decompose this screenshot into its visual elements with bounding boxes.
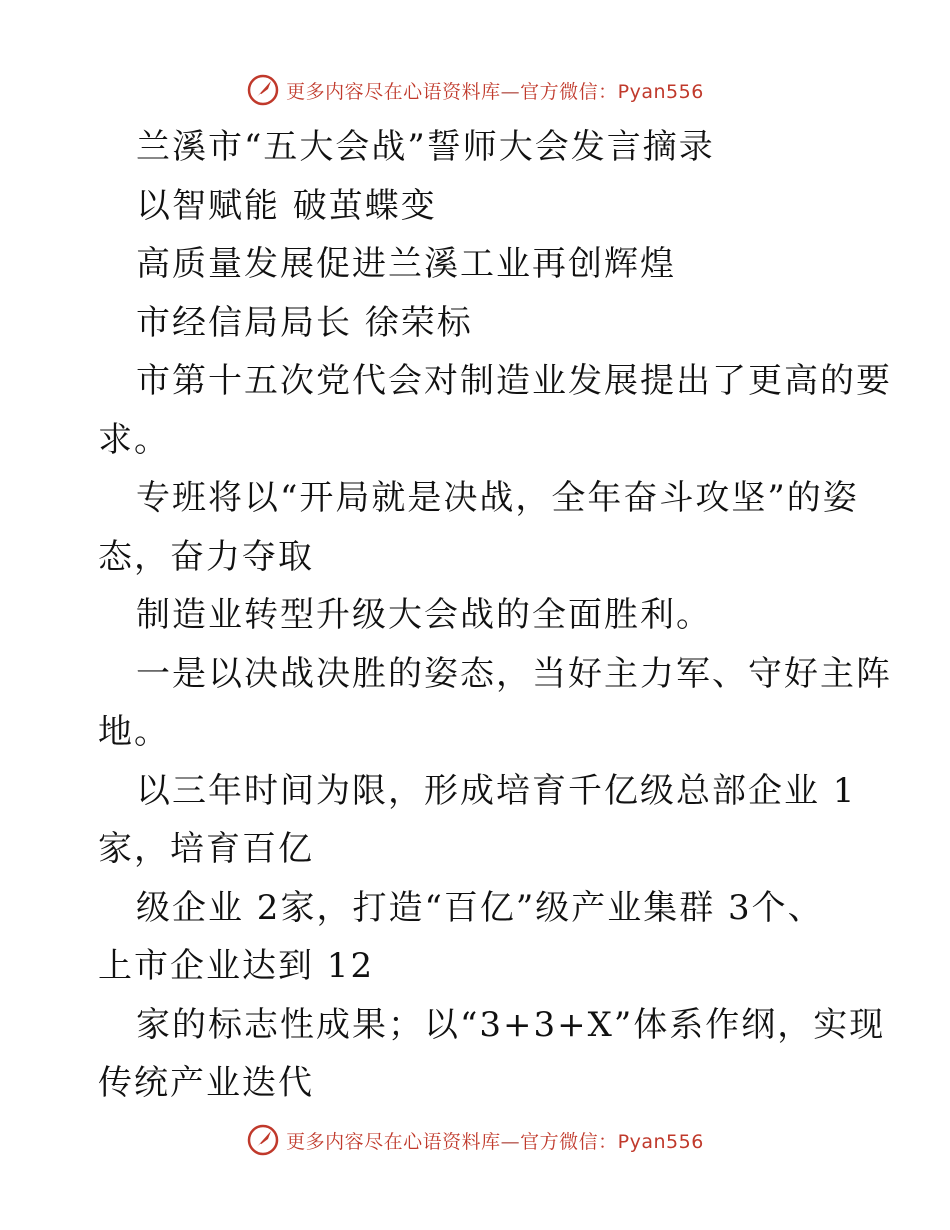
document-line: 家的标志性成果；以“3+3+X”体系作纲，实现 — [136, 1004, 886, 1045]
document-line: 级企业 2家，打造“百亿”级产业集群 3个、 — [136, 887, 824, 928]
banner-text-tail: 官方微信：Pyan556 — [520, 80, 704, 103]
banner-text — [286, 77, 704, 104]
document-line: 以三年时间为限，形成培育千亿级总部企业 1 — [136, 770, 857, 811]
banner-text-tail: 官方微信：Pyan556 — [520, 1130, 704, 1153]
header-banner — [0, 70, 950, 110]
document-line: 市经信局局长 徐荣标 — [136, 302, 473, 343]
banner-content — [246, 73, 704, 107]
banner-text-main: 更多内容尽在心语资料库 — [286, 80, 501, 103]
document-line: 上市企业达到 12 — [98, 946, 375, 986]
quill-logo-icon — [246, 73, 280, 107]
document-line: 以智赋能 破茧蝶变 — [136, 185, 437, 226]
banner-text-separator: — — [500, 1130, 521, 1153]
quill-logo-icon — [246, 1123, 280, 1157]
document-line: 传统产业迭代 — [98, 1063, 314, 1103]
document-line: 一是以决战决胜的姿态，当好主力军、守好主阵 — [136, 653, 892, 694]
footer-banner — [0, 1120, 950, 1160]
banner-text-separator: — — [500, 80, 521, 103]
document-line: 兰溪市“五大会战”誓师大会发言摘录 — [136, 127, 715, 167]
document-line: 态，奋力夺取 — [98, 536, 314, 577]
document-line: 高质量发展促进兰溪工业再创辉煌 — [136, 244, 676, 284]
banner-text — [286, 1127, 704, 1154]
document-line: 家，培育百亿 — [98, 829, 314, 869]
document-line: 地。 — [98, 712, 170, 752]
document-line: 市第十五次党代会对制造业发展提出了更高的要 — [136, 361, 892, 401]
banner-text-main: 更多内容尽在心语资料库 — [286, 1130, 501, 1153]
document-line: 专班将以“开局就是决战，全年奋斗攻坚”的姿 — [136, 478, 859, 518]
document-body — [98, 118, 892, 1113]
document-line: 制造业转型升级大会战的全面胜利。 — [136, 595, 712, 635]
document-line: 求。 — [98, 419, 170, 460]
banner-content — [246, 1123, 704, 1157]
